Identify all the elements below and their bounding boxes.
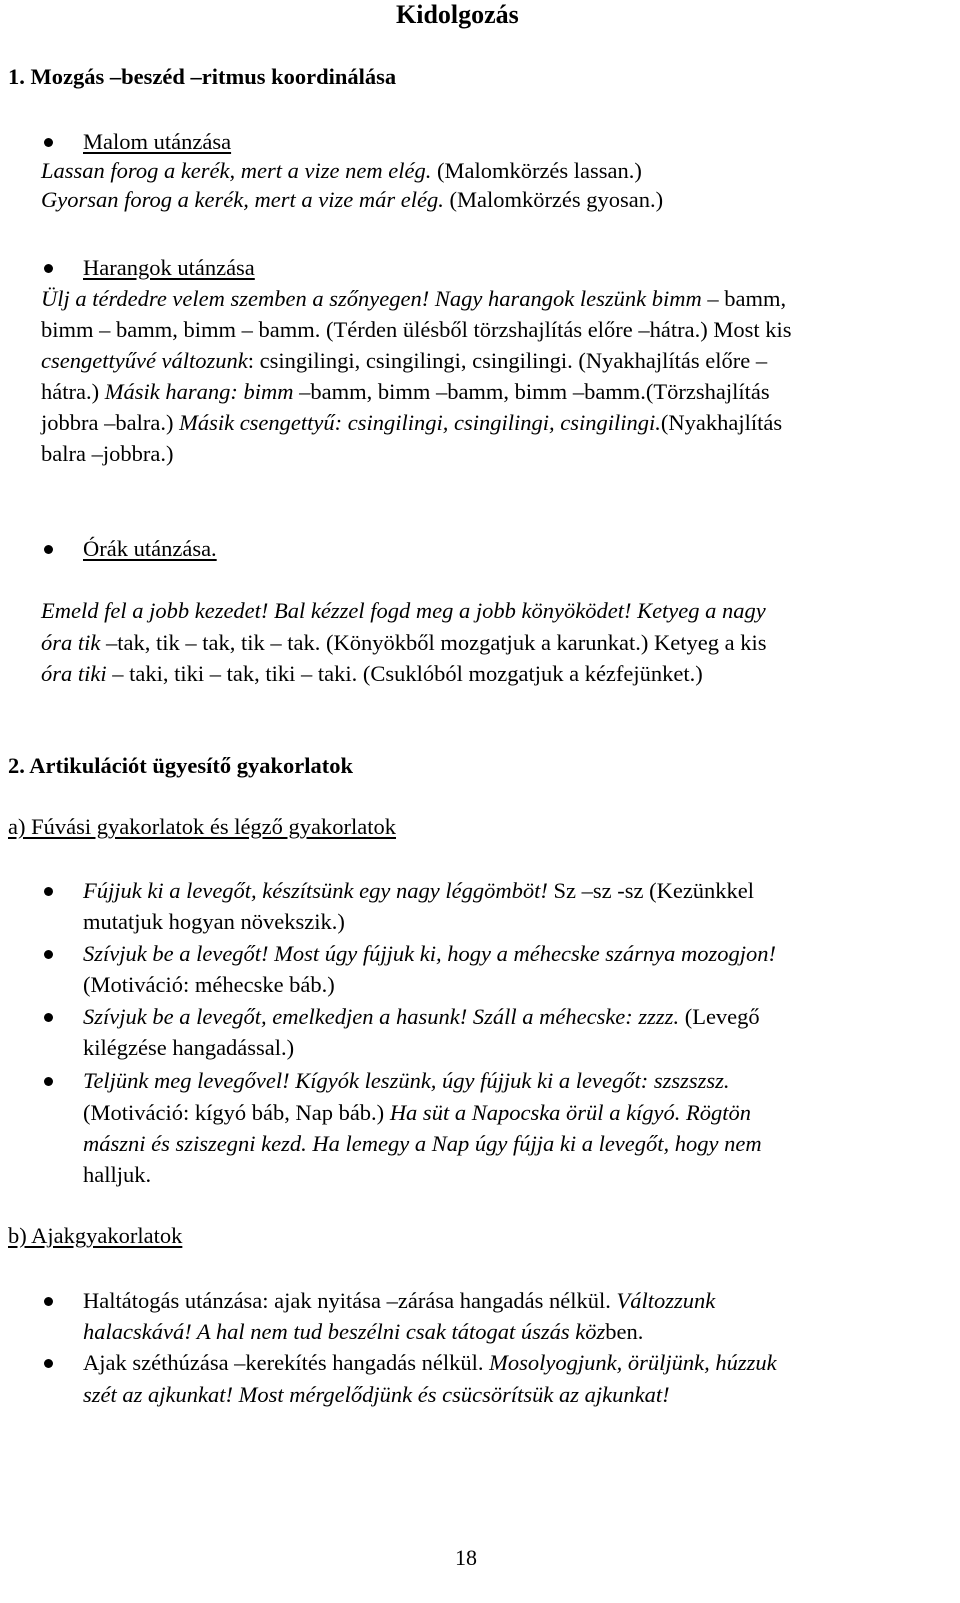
malom-label: Malom utánzása — [83, 129, 232, 154]
orak-label: Órák utánzása. — [83, 536, 217, 561]
section-1-heading: 1. Mozgás –beszéd –ritmus koordinálása — [8, 64, 397, 89]
harangok-line-6: balra –jobbra.) — [41, 441, 174, 466]
list-item-cont: halacskává! A hal nem tud beszélni csak tátogat úszás közben. — [83, 1319, 644, 1344]
list-item: Szívjuk be a levegőt! Most úgy fújjuk ki, hogy a méhecske szárnya mozogjon! — [83, 941, 776, 966]
harangok-line-2: bimm – bamm, bimm – bamm. (Térden ülésből törzshajlítás előre –hátra.) Most kis — [41, 317, 792, 342]
bullet-icon — [44, 264, 53, 273]
list-item: Teljünk meg levegővel! Kígyók leszünk, úgy fújjuk ki a levegőt: szszszsz. — [83, 1068, 730, 1093]
harangok-line-3: csengettyűvé változunk: csingilingi, csingilingi, csingilingi. (Nyakhajlítás előre – — [41, 348, 768, 373]
harangok-line-1: Ülj a térdedre velem szemben a szőnyegen! Nagy harangok leszünk bimm – bamm, — [41, 286, 787, 311]
malom-line-2: Gyorsan forog a kerék, mert a vize már elég. (Malomkörzés gyosan.) — [41, 187, 664, 212]
orak-line-2: óra tik –tak, tik – tak, tik – tak. (Könyökből mozgatjuk a karunkat.) Ketyeg a kis — [41, 630, 767, 655]
bullet-icon — [44, 545, 53, 554]
list-item-cont: mutatjuk hogyan növekszik.) — [83, 909, 345, 934]
harangok-label: Harangok utánzása — [83, 255, 255, 280]
malom-line-1: Lassan forog a kerék, mert a vize nem elég. (Malomkörzés lassan.) — [41, 158, 642, 183]
list-item-cont: halljuk. — [83, 1162, 152, 1187]
page-title: Kidolgozás — [396, 0, 519, 29]
list-item: Szívjuk be a levegőt, emelkedjen a hasunk! Száll a méhecske: zzzz. (Levegő — [83, 1004, 760, 1029]
subsection-b-heading: b) Ajakgyakorlatok — [8, 1223, 183, 1248]
list-item-cont: szét az ajkunkat! Most mérgelődjünk és csücsörítsük az ajkunkat! — [83, 1382, 670, 1407]
list-item-cont: kilégzése hangadással.) — [83, 1035, 295, 1060]
page-number: 18 — [455, 1545, 477, 1570]
bullet-icon — [44, 1013, 53, 1022]
section-2-heading: 2. Artikulációt ügyesítő gyakorlatok — [8, 753, 354, 778]
list-item: Fújjuk ki a levegőt, készítsünk egy nagy léggömböt! Sz –sz -sz (Kezünkkel — [83, 878, 755, 903]
bullet-icon — [44, 1077, 53, 1086]
list-item-cont: mászni és sziszegni kezd. Ha lemegy a Nap úgy fújja ki a levegőt, hogy nem — [83, 1131, 762, 1156]
bullet-icon — [44, 950, 53, 959]
list-item: Haltátogás utánzása: ajak nyitása –zárása hangadás nélkül. Változzunk — [83, 1288, 716, 1313]
list-item-cont: (Motiváció: kígyó báb, Nap báb.) Ha süt a Napocska örül a kígyó. Rögtön — [83, 1100, 752, 1125]
list-item: Ajak széthúzása –kerekítés hangadás nélkül. Mosolyogjunk, örüljünk, húzzuk — [83, 1350, 777, 1375]
subsection-a-heading: a) Fúvási gyakorlatok és légző gyakorlatok — [8, 814, 397, 839]
orak-line-3: óra tiki – taki, tiki – tak, tiki – taki. (Csuklóból mozgatjuk a kézfejünket.) — [41, 661, 703, 686]
harangok-line-4: hátra.) Másik harang: bimm –bamm, bimm –bamm, bimm –bamm.(Törzshajlítás — [41, 379, 770, 404]
bullet-icon — [44, 138, 53, 147]
orak-line-1: Emeld fel a jobb kezedet! Bal kézzel fogd meg a jobb könyöködet! Ketyeg a nagy — [41, 598, 766, 623]
bullet-icon — [44, 1359, 53, 1368]
list-item-cont: (Motiváció: méhecske báb.) — [83, 972, 335, 997]
harangok-line-5: jobbra –balra.) Másik csengettyű: csingilingi, csingilingi, csingilingi.(Nyakhajlítás — [41, 410, 783, 435]
bullet-icon — [44, 887, 53, 896]
bullet-icon — [44, 1297, 53, 1306]
